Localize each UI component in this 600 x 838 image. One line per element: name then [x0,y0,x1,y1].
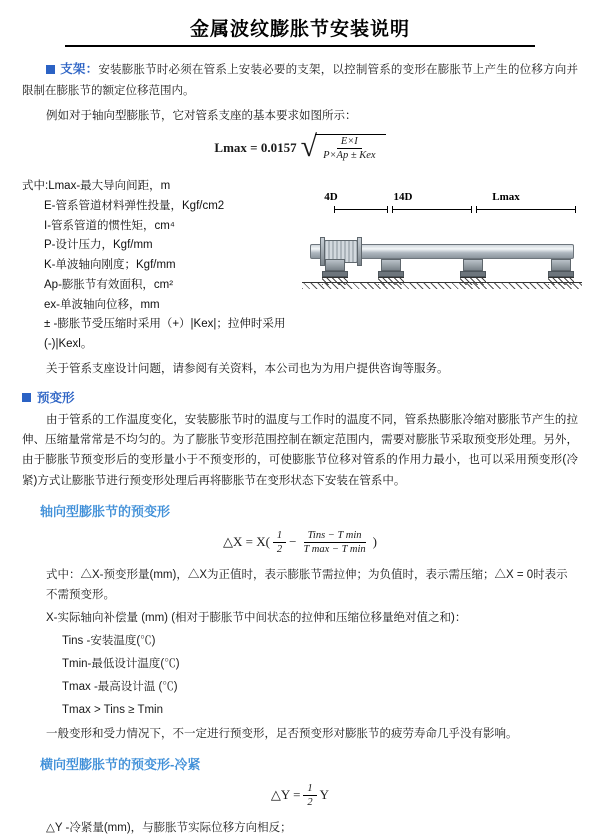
axial-note: X-实际轴向补偿量 (mm) (相对于膨胀节中间状态的拉伸和压缩位移量绝对值之和)： [46,611,467,624]
section-predeformation [22,388,578,406]
lateral-note: △Y -冷紧量(mm)，与膨胀节实际位移方向相反； [46,821,292,834]
legend-and-diagram [22,171,578,355]
section-predeformation-label: 预变形 [37,391,75,406]
diagram-column [302,171,582,301]
equation-axial-minus: − [289,534,297,550]
axial-note: 一般变形和受力情况下，不一定进行预变形，足否预变形对膨胀节的疲劳寿命几乎没有影响。 [46,727,518,740]
subsection-lateral-heading: 横向型膨胀节的预变形-冷紧 [40,756,201,772]
legend-item: ex-单波轴向位移，mm [44,298,160,311]
axial-note: Tmin-最低设计温度(℃) [62,658,180,671]
radical-icon: √ [300,130,318,164]
equation-axial [22,530,578,555]
page-title: 金属波纹膨胀节安装说明 [189,19,410,40]
formula-lmax [22,130,578,164]
axial-note: Tmax > Tins ≥ Tmin [62,704,163,717]
formula-lmax-denominator: P×Ap ± Kex [323,150,376,162]
piping-support-diagram [302,191,582,301]
equation-lateral [22,783,578,808]
section-predeformation-paragraph: 由于管系的工作温度变化，安装膨胀节时的温度与工作时的温度不同，管系热膨胀冷缩对膨胀节产生的拉伸、压缩量常常是不均匀的。为了膨胀节变形范围控制在额定范围内，需要对膨胀节采取预变形处理。另外，由于膨胀节预变形后的变形量小于不预变形的，可使膨胀节位移对管系的作用力最小，也可以采用预变形(冷紧)方式让膨胀节进行预变形处理后再将膨胀节在变形状态下安装在管系中。 [22,414,578,487]
equation-axial-fraction: $\frac{\text{Tins − T min}}{\text{T max − T min}}$ [303,529,366,555]
bellow-flange-right [357,237,362,266]
document-body [0,59,600,838]
section-marker-icon [22,393,31,402]
diagram-label-4d: 4D [324,191,338,204]
section-support-text: 安装膨胀节时必须在管系上安装必要的支架，以控制管系的变形在膨胀节上产生的位移方向并限制在膨胀节的额定位移范围内。 [22,64,578,97]
subsection-axial-heading: 轴向型膨胀节的预变形 [40,503,171,519]
equation-lateral-rhs: Y [319,787,330,803]
diagram-label-lmax: Lmax [492,191,520,204]
diagram-dimension-labels [302,191,582,203]
legend-item: ± -膨胀节受压缩时采用（+）|Kex|；拉伸时采用(-)|Kexl。 [44,318,286,351]
document-page [0,14,600,834]
equation-axial-rhs: ) [372,534,377,550]
legend-item: E-管系管道材料弹性投量，Kgf/cm2 [44,199,225,212]
section-support-label: 支架： [60,62,99,76]
legend-list [22,177,294,355]
formula-lmax-sqrt [300,130,386,164]
axial-note: 式中：△X-预变形量(mm)，△X为正值时，表示膨胀节需拉伸；为负值时，表示需压缩；△X = 0时表示不需预变形。 [46,568,568,601]
formula-lmax-lhs: Lmax = 0.0157 [214,139,297,155]
legend-item: P-设计压力，Kgf/mm [44,239,153,252]
axial-note: Tins -安装温度(℃) [62,635,156,648]
equation-lateral-lhs: △Y = [270,787,301,803]
diagram-dimension-lines [302,204,582,216]
equation-axial-half: $\frac{1}{2}$ [273,530,286,555]
diagram-label-14d: 14D [393,191,413,204]
legend-item: I-管系管道的惯性矩，cm⁴ [44,219,175,232]
formula-lmax-numerator: E×I [337,136,362,149]
section-support-example: 例如对于轴向型膨胀节，它对管系支座的基本要求如图所示： [46,110,357,122]
diagram-pipe-assembly [302,218,582,292]
legend-item: Ap-膨胀节有效面积，cm² [44,278,174,291]
equation-lateral-half: $\frac{1}{2}$ [303,783,316,808]
title-divider [65,45,535,47]
section-marker-icon [46,65,55,74]
legend-item: K-单波轴向刚度；Kgf/mm [44,259,176,272]
legend-item: 式中:Lmax-最大导向间距，m [22,180,171,193]
equation-axial-lhs: △X = X( [222,534,270,550]
axial-note: Tmax -最高设计温 (℃) [62,681,178,694]
ground-hatching [302,283,582,289]
section-support [22,59,578,101]
support-closing-text: 关于管系支座设计问题，请参阅有关资料，本公司也为为用户提供咨询等服务。 [46,363,449,376]
